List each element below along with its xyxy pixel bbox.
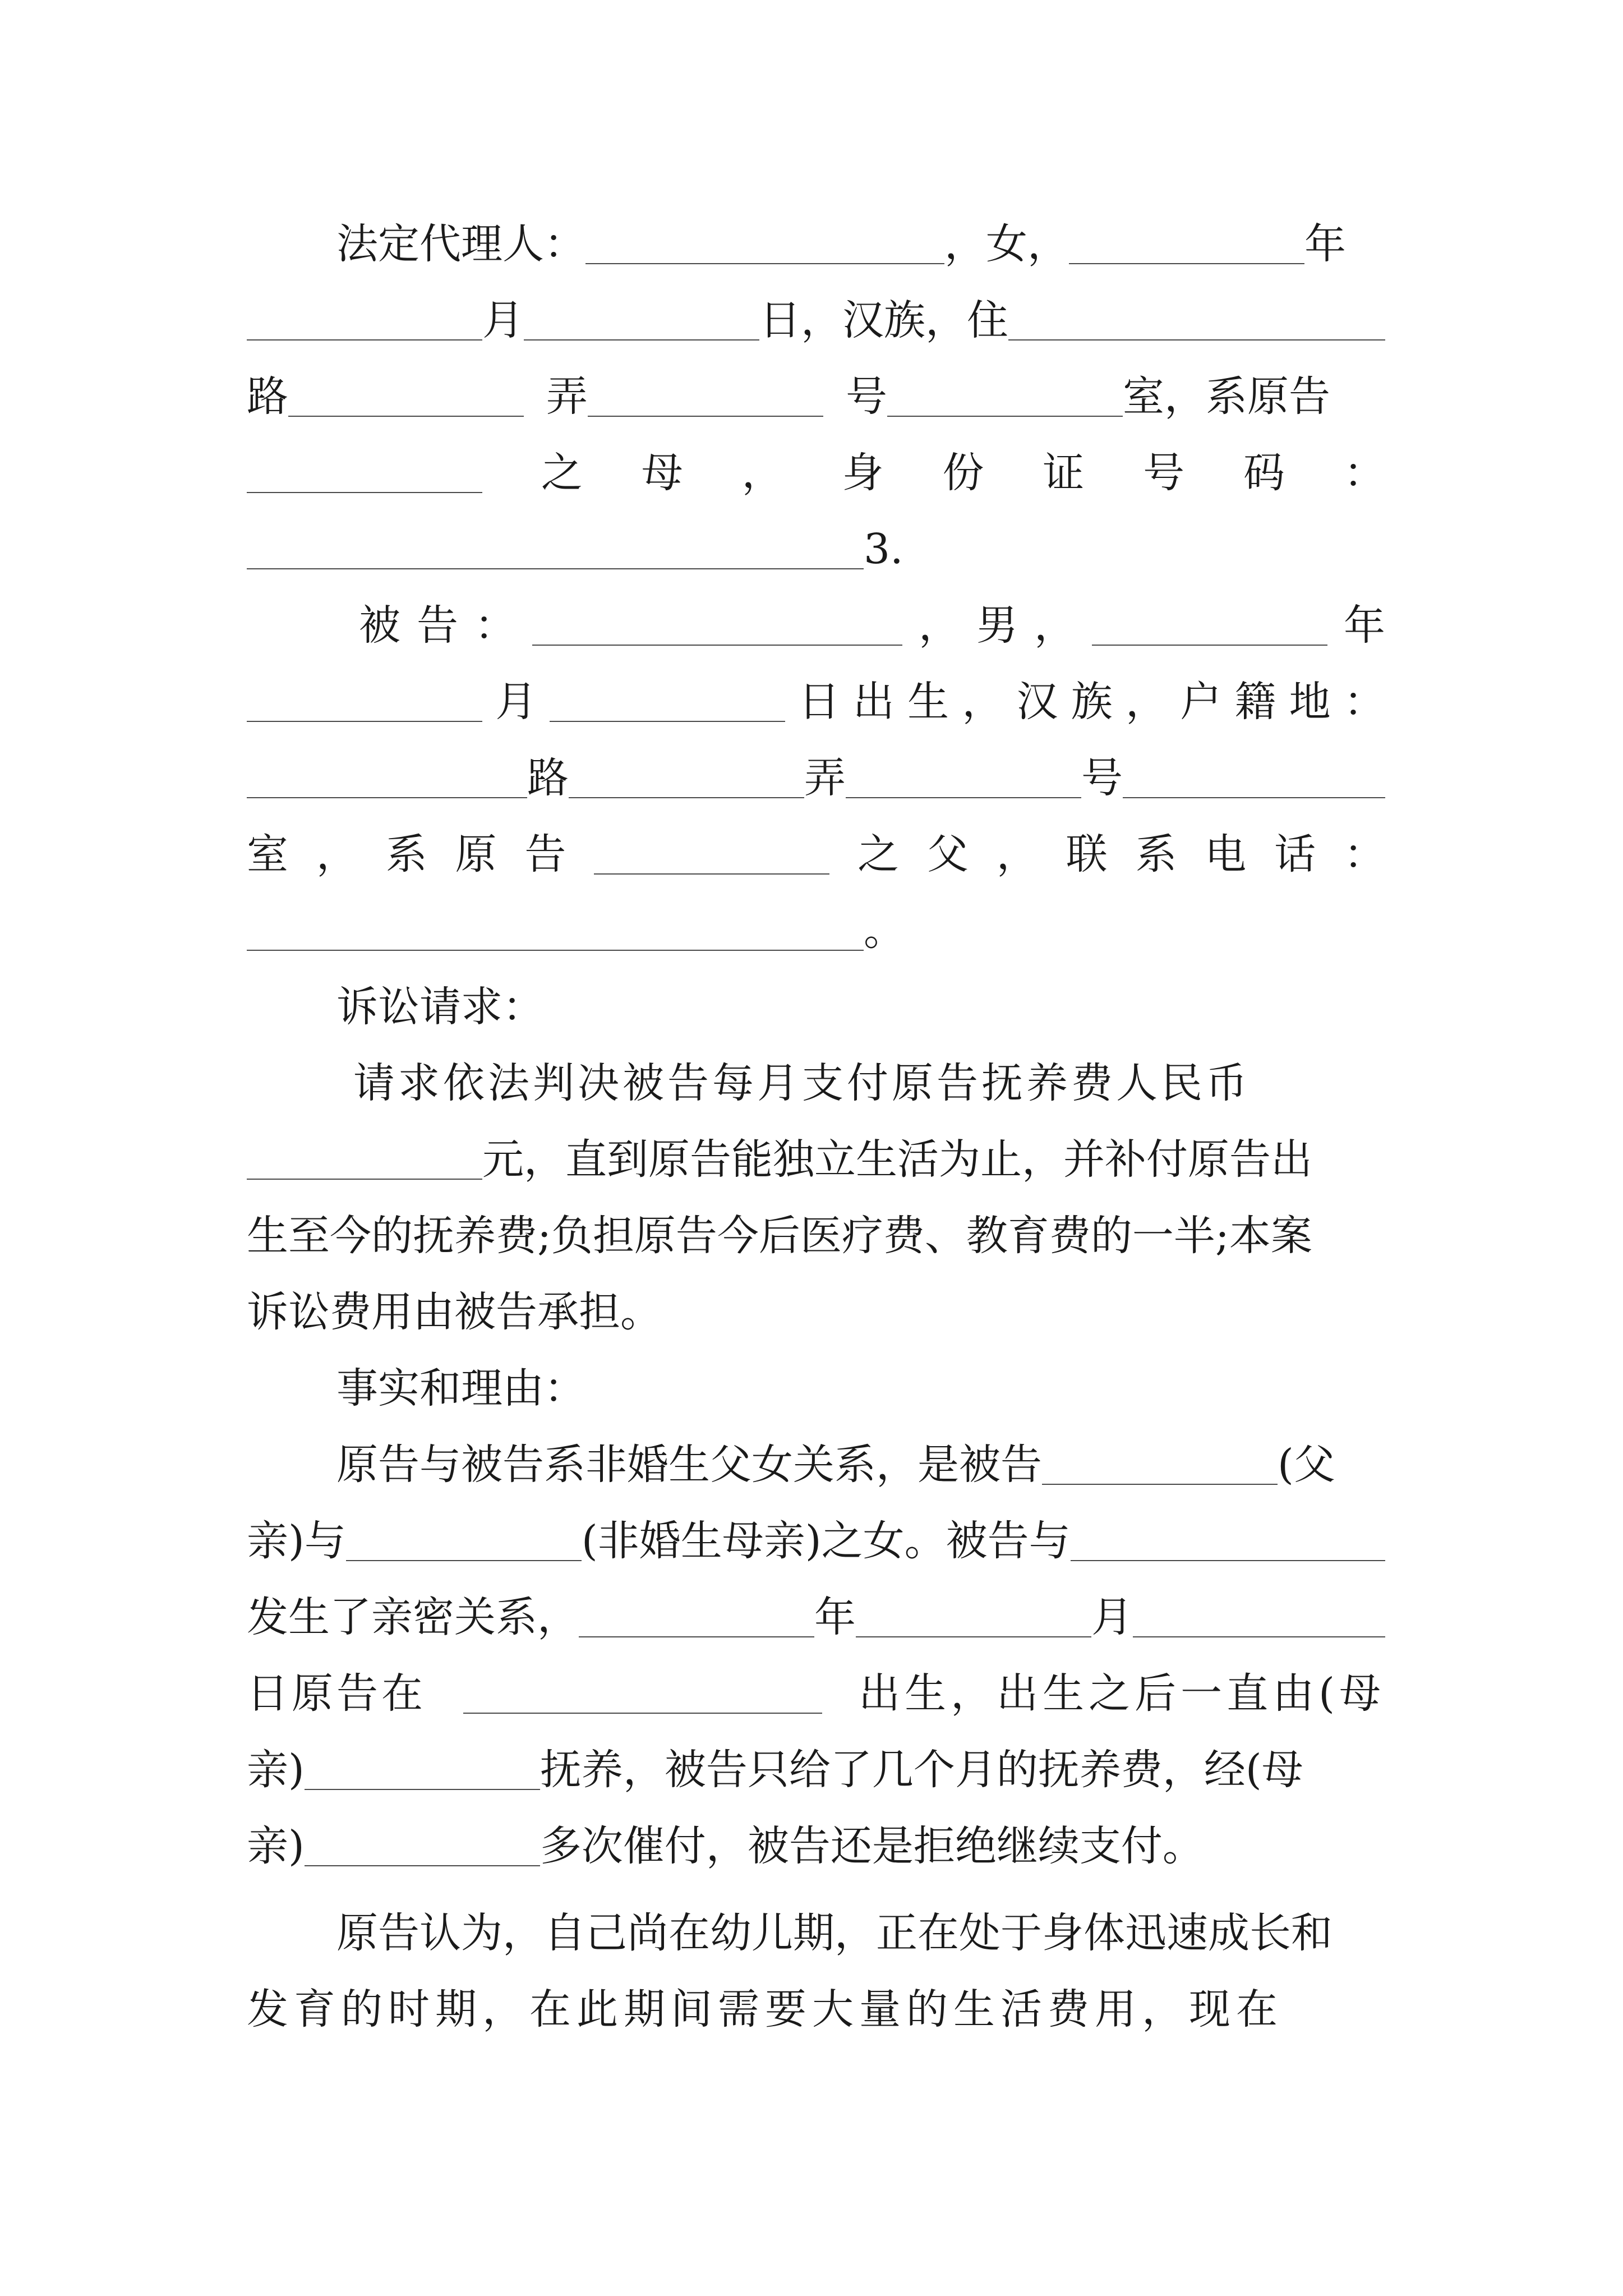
text: 联	[1066, 830, 1108, 878]
claims-line-4	[247, 1278, 1385, 1346]
mother-urge-blank[interactable]	[305, 1865, 540, 1866]
text: 话	[1274, 830, 1316, 878]
text: 亲)与	[247, 1517, 346, 1565]
father-name-blank[interactable]	[1042, 1484, 1278, 1485]
text: 日，汉族，住	[759, 296, 1008, 344]
text: ，	[1125, 678, 1167, 726]
defendant-address-line	[247, 744, 1385, 812]
text: 月	[1091, 1593, 1133, 1641]
text: ：	[474, 601, 516, 650]
text: 族	[1071, 678, 1113, 726]
text: 汉	[1016, 678, 1058, 726]
defendant-day-blank[interactable]	[550, 721, 785, 722]
text: (父	[1278, 1441, 1335, 1489]
amount-blank[interactable]	[247, 1179, 482, 1180]
text: 被	[359, 601, 400, 650]
text: 事实和理由：	[336, 1364, 585, 1412]
text: ，	[919, 601, 960, 650]
text: 电	[1205, 830, 1247, 878]
text: 日原告在	[247, 1669, 426, 1718]
id-number-blank[interactable]	[247, 568, 864, 569]
text: 室，系原告	[1123, 372, 1330, 421]
text: 弄	[804, 754, 846, 802]
text: 出生，出生之后一直由(母	[859, 1669, 1385, 1718]
text: 发生了亲密关系，	[247, 1593, 579, 1641]
text: 告	[524, 830, 566, 878]
text: 告	[417, 601, 458, 650]
year-blank[interactable]	[1069, 263, 1304, 264]
text: 出	[852, 678, 895, 726]
partner-name-blank[interactable]	[1071, 1560, 1385, 1561]
plaintiff-name-blank[interactable]	[594, 873, 829, 875]
text: ：	[1343, 449, 1385, 497]
text: 弄	[546, 372, 588, 421]
facts-line-3	[247, 1584, 1385, 1651]
facts-line-2	[247, 1507, 1385, 1575]
text: 系	[1135, 830, 1177, 878]
facts-line-6	[247, 1812, 1385, 1880]
facts-line-7	[336, 1899, 1385, 1967]
text: ：	[1343, 830, 1385, 878]
text: 原	[455, 830, 497, 878]
text: 籍	[1234, 678, 1276, 726]
text: 。	[864, 907, 905, 955]
text: 法定代理人：	[336, 220, 585, 268]
text: 年	[1344, 601, 1385, 650]
birth-place-blank[interactable]	[463, 1713, 822, 1714]
text: 年	[1304, 220, 1346, 268]
facts-line-5	[247, 1736, 1385, 1803]
defendant-lane-blank[interactable]	[569, 797, 804, 798]
text: ：	[1343, 678, 1385, 726]
legal-representative-line	[336, 210, 1385, 278]
text: 父	[926, 830, 969, 878]
text: 系	[385, 830, 427, 878]
lane-blank[interactable]	[588, 416, 823, 417]
defendant-month-blank[interactable]	[247, 721, 482, 722]
text: 原告认为，自己尚在幼儿期，正在处于身体迅速成长和	[336, 1909, 1332, 1957]
text: 男	[976, 601, 1018, 650]
text: 元，直到原告能独立生活为止，并补付原告出	[482, 1135, 1312, 1184]
text: 发育的时期，在此期间需要大量的生活费用，现在	[247, 1985, 1283, 2033]
text: 亲)	[247, 1746, 305, 1794]
defendant-room-blank[interactable]	[1123, 797, 1385, 798]
claims-heading	[336, 973, 1385, 1041]
facts-line-8	[247, 1976, 1385, 2043]
text: 年	[814, 1593, 856, 1641]
text: 号	[846, 372, 887, 421]
text: 份	[942, 449, 984, 497]
birth-year-blank[interactable]	[579, 1636, 814, 1637]
text: 码	[1243, 449, 1285, 497]
text: 母	[641, 449, 683, 497]
relation-id-line	[247, 439, 1385, 507]
text: 室	[247, 830, 288, 878]
text: 亲)	[247, 1822, 305, 1870]
address-detail-line	[247, 363, 1385, 430]
defendant-relation-line	[247, 821, 1385, 888]
facts-heading	[336, 1355, 1385, 1422]
text: 原告与被告系非婚生父女关系，是被告	[336, 1441, 1042, 1489]
birth-month-blank[interactable]	[856, 1636, 1091, 1637]
text: 路	[527, 754, 569, 802]
claims-line-1	[353, 1050, 1385, 1117]
text: 号	[1143, 449, 1185, 497]
text: (非婚生母亲)之女。被告与	[581, 1517, 1071, 1565]
text: 之	[857, 830, 900, 878]
text: 3.	[864, 525, 903, 573]
id-number-line	[247, 516, 1385, 583]
text: 诉讼费用由被告承担。	[247, 1288, 662, 1336]
text: 身	[842, 449, 884, 497]
phone-line	[247, 897, 1385, 964]
phone-blank[interactable]	[247, 950, 864, 951]
text: ，女，	[944, 220, 1069, 268]
text: 日	[798, 678, 840, 726]
defendant-name-blank[interactable]	[532, 645, 902, 646]
text: 诉讼请求：	[336, 983, 544, 1031]
text: ，	[316, 830, 358, 878]
defendant-birth-line	[247, 668, 1385, 735]
claims-line-3	[247, 1202, 1385, 1269]
defendant-line	[359, 592, 1385, 659]
address-blank[interactable]	[1008, 339, 1385, 341]
text: ，	[996, 830, 1038, 878]
number-blank[interactable]	[887, 416, 1123, 417]
text: ，	[741, 449, 783, 497]
day-blank[interactable]	[524, 339, 759, 341]
defendant-road-blank[interactable]	[247, 797, 527, 798]
plaintiff-blank[interactable]	[247, 492, 482, 493]
mother-name-blank[interactable]	[346, 1560, 582, 1561]
birth-address-line	[247, 287, 1385, 354]
text: 生至今的抚养费;负担原告今后医疗费、教育费的一半;本案	[247, 1212, 1312, 1260]
mother-raise-blank[interactable]	[305, 1789, 540, 1790]
text: 多次催付，被告还是拒绝继续支付。	[540, 1822, 1204, 1870]
text: 之	[541, 449, 583, 497]
road-blank[interactable]	[288, 416, 524, 417]
text: 请求依法判决被告每月支付原告抚养费人民币	[353, 1059, 1251, 1107]
defendant-number-blank[interactable]	[846, 797, 1081, 798]
defendant-year-blank[interactable]	[1092, 645, 1327, 646]
text: ，	[1034, 601, 1076, 650]
text: ，	[962, 678, 1004, 726]
text: 地	[1289, 678, 1331, 726]
text: 号	[1081, 754, 1123, 802]
text: 生	[907, 678, 949, 726]
claims-line-2	[247, 1126, 1385, 1193]
text: 户	[1180, 678, 1222, 726]
birth-day-blank[interactable]	[1133, 1636, 1385, 1637]
text: 证	[1043, 449, 1085, 497]
text: 月	[482, 296, 524, 344]
text: 月	[495, 678, 537, 726]
facts-line-4	[247, 1660, 1385, 1727]
name-blank[interactable]	[585, 263, 944, 264]
facts-line-1	[336, 1431, 1385, 1498]
text: 路	[247, 372, 288, 421]
text: 抚养，被告只给了几个月的抚养费，经(母	[540, 1746, 1303, 1794]
month-blank[interactable]	[247, 339, 482, 341]
